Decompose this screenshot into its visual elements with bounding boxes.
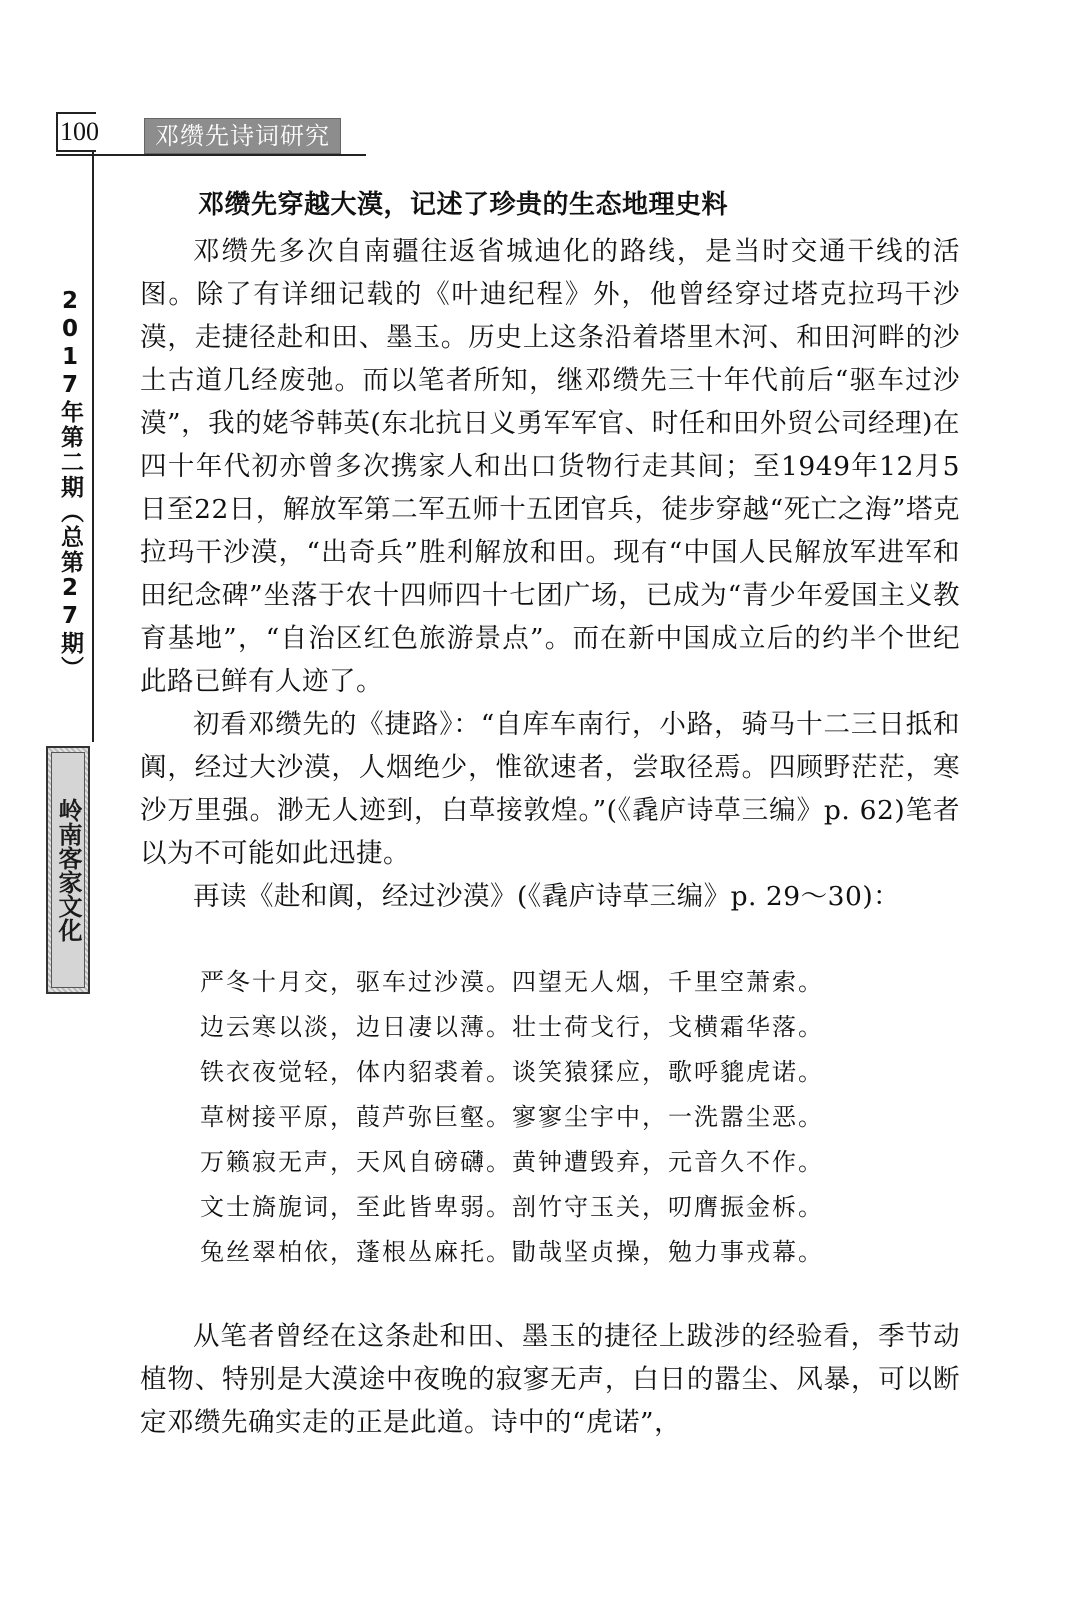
poem-line: 兔丝翠柏依，蓬根丛麻托。勖哉坚贞操，勉力事戎幕。 [200,1238,824,1266]
poem-line: 边云寒以淡，边日凄以薄。壮士荷戈行，戈横霜华落。 [200,1013,824,1041]
seal-lettering: 岭南客家文化 [51,752,85,988]
header-rule [56,154,366,156]
paragraph-3: 再读《赴和阗，经过沙漠》(《毳庐诗草三编》p. 29～30)： [193,881,901,912]
poem-line: 严冬十月交，驱车过沙漠。四望无人烟，千里空萧索。 [200,968,824,996]
journal-seal-logo [46,746,90,994]
page-number: 100 [56,112,96,152]
paragraph-1: 邓缵先多次自南疆往返省城迪化的路线，是当时交通干线的活图。除了有详细记载的《叶迪纪程》外，他曾经穿过塔克拉玛干沙漠，走捷径赴和田、墨玉。历史上这条沿着塔里木河、和田河畔的沙土古道几经废弛。而以笔者所知，继邓缵先三十年代前后“驱车过沙漠”，我的姥爷韩英(东北抗日义勇军军官、时任和田外贸公司经理)在四十年代初亦曾多次携家人和出口货物行走其间；至1949年12月5日至22日，解放军第二军五师十五团官兵，徒步穿越“死亡之海”塔克拉玛干沙漠，“出奇兵”胜利解放和田。现有“中国人民解放军进军和田纪念碑”坐落于农十四师四十七团广场，已成为“青少年爱国主义教育基地”，“自治区红色旅游景点”。而在新中国成立后的约半个世纪此路已鲜有人迹了。 [140,236,960,697]
poem-line: 铁衣夜觉轻，体内貂裘着。谈笑猿猱应，歌呼貔虎诺。 [200,1058,824,1086]
poem-line: 万籁寂无声，天风自磅礴。黄钟遭毁弃，元音久不作。 [200,1148,824,1176]
section-heading: 邓缵先穿越大漠，记述了珍贵的生态地理史料 [198,190,729,220]
running-title: 邓缵先诗词研究 [144,118,341,154]
issue-label: 2017年第二期（总第27期） [57,288,83,681]
left-margin-rule [92,112,94,742]
closing-paragraph: 从笔者曾经在这条赴和田、墨玉的捷径上跋涉的经验看，季节动植物、特别是大漠途中夜晚的寂寥无声，白日的嚣尘、风暴，可以断定邓缵先确实走的正是此道。诗中的“虎诺”， [140,1321,960,1438]
paragraph-2: 初看邓缵先的《捷路》：“自库车南行，小路，骑马十二三日抵和阗，经过大沙漠，人烟绝少，惟欲速者，尝取径焉。四顾野茫茫，寒沙万里强。渺无人迹到，白草接敦煌。”(《毳庐诗草三编》p. 62)笔者以为不可能如此迅捷。 [140,709,960,869]
poem-line: 文士旖旎词，至此皆卑弱。剖竹守玉关，叨膺振金柝。 [200,1193,824,1221]
poem-line: 草树接平原，葭芦弥巨壑。寥寥尘宇中，一洗嚣尘恶。 [200,1103,824,1131]
poem-block [200,960,960,1275]
article-body [140,184,960,1444]
